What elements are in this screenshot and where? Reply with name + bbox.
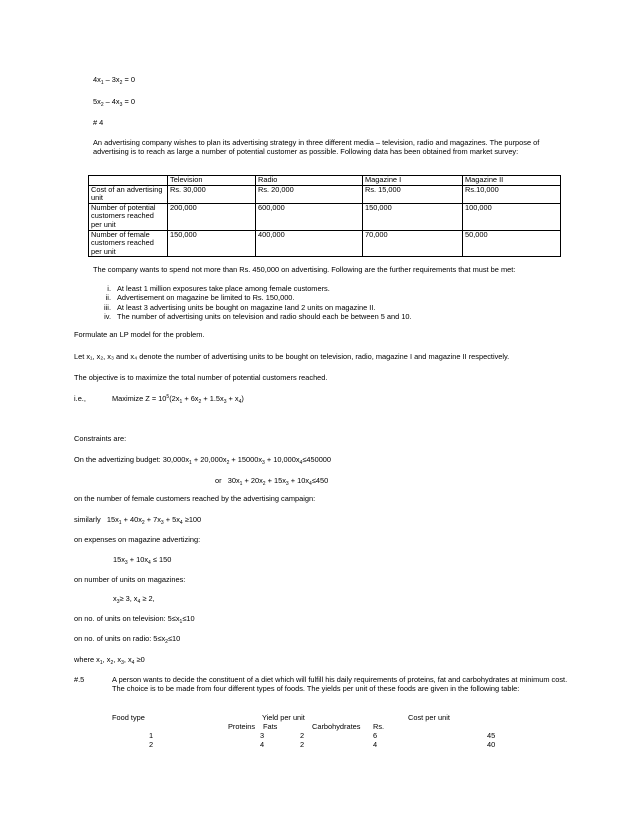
list-item: [93, 293, 412, 302]
problem-5-label: #.5: [74, 675, 85, 684]
non-negativity-constraint: where $x_1$, $x_2$, $x_3$, $x_4 \ge 0$: [74, 655, 145, 666]
table-row: [89, 185, 561, 203]
objective-line: The objective is to maximize the total number of potential customers reached.: [74, 373, 328, 382]
equation-line-1: $4x_1 - 3x_2 = 0$: [93, 75, 135, 86]
list-item-number: iv.: [104, 312, 111, 322]
table-cell: 200,000: [168, 203, 256, 230]
table-header-cell: Magazine I: [363, 176, 463, 186]
table-header-cell: Television: [168, 176, 256, 186]
diet-yield-header: Yield per unit: [262, 713, 305, 722]
table-header-cell: Radio: [256, 176, 363, 186]
budget-constraint-simplified: or $30x_1 + 20x_2 + 15x_3 + 10x_4\le 450$: [215, 476, 329, 487]
diet-proteins-header: Proteins: [228, 722, 256, 731]
diet-cell-carbohydrates: 6: [373, 731, 378, 740]
diet-cell-carbohydrates: 4: [373, 740, 378, 749]
magazine-units-label: on number of units on magazines:: [74, 575, 186, 584]
table-cell: Rs. 20,000: [256, 185, 363, 203]
variables-definition: Let x₁, x₂, x₃ and x₄ denote the number of advertising units to be bought on television, radio, magazine I and magazine II respectively.: [74, 352, 510, 361]
diet-rs-header: Rs.: [373, 722, 385, 731]
diet-cell-proteins: 4: [260, 740, 265, 749]
diet-cell-food: 1: [149, 731, 154, 740]
magazine-expense-label: on expenses on magazine advertizing:: [74, 535, 201, 544]
table-cell: Rs. 30,000: [168, 185, 256, 203]
table-row: [89, 203, 561, 230]
constraints-label: Constraints are:: [74, 434, 127, 443]
table-cell: 50,000: [463, 230, 561, 257]
diet-cell-food: 2: [149, 740, 154, 749]
list-item-text: At least 3 advertising units be bought on magazine Iand 2 units on magazine II.: [117, 302, 376, 312]
diet-cell-fats: 2: [300, 731, 305, 740]
diet-carbohydrates-header: Carbohydrates: [312, 722, 361, 731]
list-item-text: The number of advertising units on television and radio should each be between 5 and 10.: [117, 312, 412, 322]
female-constraint: similarly $15x_1 + 40x_2 + 7x_3 + 5x_4 \ge 100$: [74, 515, 202, 526]
formulate-line: Formulate an LP model for the problem.: [74, 330, 205, 339]
problem-4-label: # 4: [93, 118, 104, 127]
diet-food-type-header: Food type: [112, 713, 145, 722]
table-cell: 150,000: [168, 230, 256, 257]
radio-units-constraint: on no. of units on radio: $5\le x_2\le 10$: [74, 634, 181, 645]
table-cell: Rs. 15,000: [363, 185, 463, 203]
ie-label: i.e.,: [74, 394, 86, 403]
requirements-list: [93, 284, 412, 322]
table-cell: 600,000: [256, 203, 363, 230]
list-item-number: ii.: [105, 293, 111, 303]
table-cell: Number of potential customers reached per unit: [89, 203, 168, 230]
list-item: [93, 303, 412, 312]
diet-cell-fats: 2: [300, 740, 305, 749]
diet-cell-cost: 45: [487, 731, 496, 740]
objective-function: Maximize $Z = 10^5(2x_1 + 6x_2 + 1.5x_3 + x_4)$: [112, 394, 244, 405]
problem-5-text: A person wants to decide the constituent of a diet which will fulfill his daily requirements of proteins, fat and carbohydrates at minimum cost. The choice is to be made from four different types of foods. The yields per unit of these foods are given in the following table:: [112, 675, 568, 694]
list-item: [93, 284, 412, 293]
list-item: [93, 312, 412, 321]
magazine-units-constraint: $x_3\ge 3$, $x_4 \ge 2$,: [113, 594, 155, 605]
table-header-cell: [89, 176, 168, 186]
table-cell: 100,000: [463, 203, 561, 230]
table-cell: 400,000: [256, 230, 363, 257]
magazine-expense-constraint: $15x_3 + 10x_4 \le 150$: [113, 555, 172, 566]
table-header-cell: Magazine II: [463, 176, 561, 186]
table-cell: 70,000: [363, 230, 463, 257]
list-item-text: Advertisement on magazine be limited to Rs. 150,000.: [117, 293, 295, 303]
table-cell: Rs.10,000: [463, 185, 561, 203]
advertising-table: [88, 175, 561, 257]
budget-constraint: On the advertizing budget: $30,000x_1 + 20,000x_2 + 15000x_3 + 10,000x_4\le 450000$: [74, 455, 332, 466]
diet-cell-proteins: 3: [260, 731, 265, 740]
equation-line-2: $5x_2 - 4x_3 = 0$: [93, 97, 135, 108]
list-item-number: iii.: [104, 302, 111, 312]
table-header-row: [89, 176, 561, 186]
diet-fats-header: Fats: [263, 722, 278, 731]
tv-units-constraint: on no. of units on television: $5\le x_1\le 10$: [74, 614, 195, 625]
table-cell: 150,000: [363, 203, 463, 230]
budget-text: The company wants to spend not more than Rs. 450,000 on advertising. Following are the further requirements that must be met:: [93, 265, 516, 274]
diet-cost-header: Cost per unit: [408, 713, 450, 722]
list-item-text: At least 1 million exposures take place among female customers.: [117, 284, 330, 293]
problem-4-text: An advertising company wishes to plan its advertising strategy in three different media – television, radio and magazines. The purpose of advertising is to reach as large a number of potential customer as possible. Following data has been obtained from market survey:: [93, 138, 540, 157]
table-cell: Number of female customers reached per unit: [89, 230, 168, 257]
female-constraint-label: on the number of female customers reached by the advertising campaign:: [74, 494, 316, 503]
list-item-number: i.: [107, 284, 111, 293]
table-cell: Cost of an advertising unit: [89, 185, 168, 203]
table-row: [89, 230, 561, 257]
diet-cell-cost: 40: [487, 740, 496, 749]
